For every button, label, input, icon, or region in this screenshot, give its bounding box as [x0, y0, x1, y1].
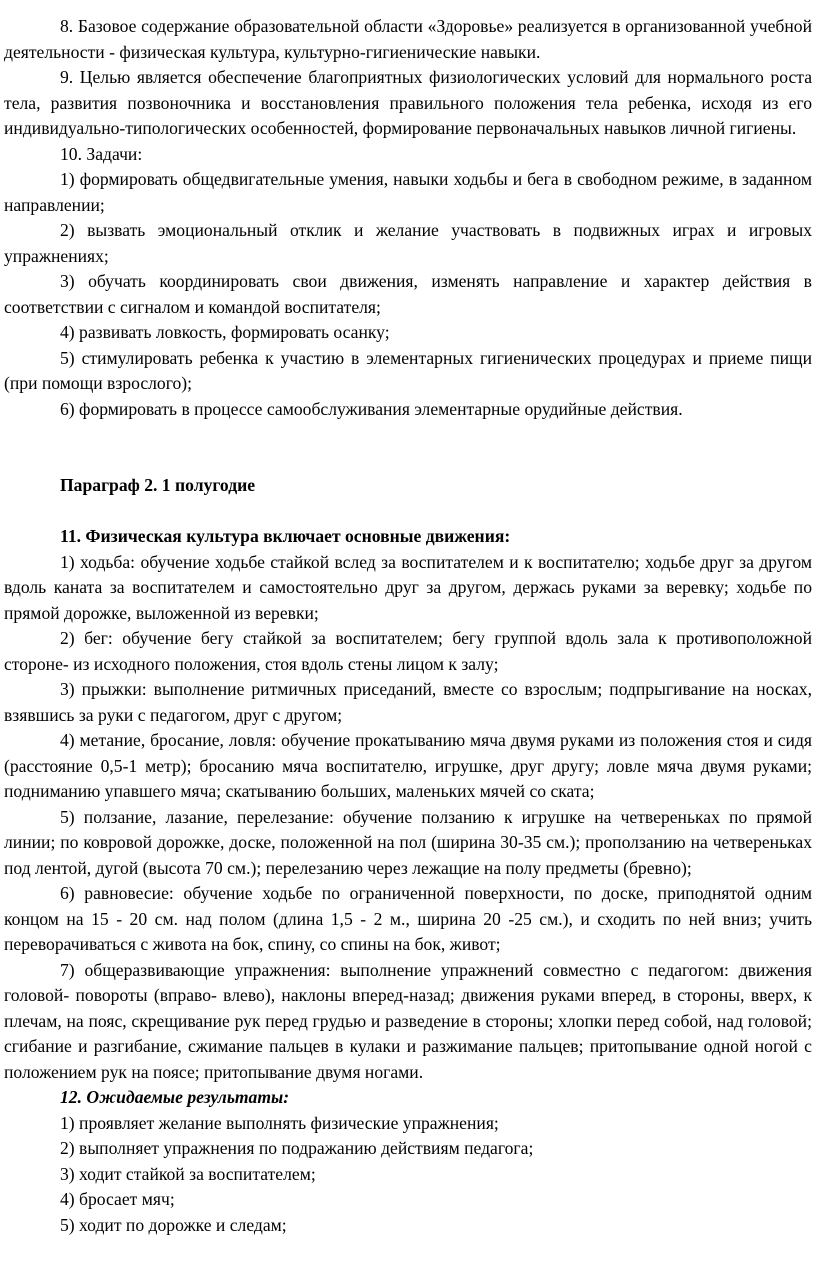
task-item-5: 5) стимулировать ребенка к участию в элементарных гигиенических процедурах и приеме пищи (при помощи взрослого);	[4, 347, 812, 393]
blank-line	[4, 422, 812, 448]
paragraph-9: 9. Целью является обеспечение благоприятных физиологических условий для нормального роста тела, развития позвоночника и восстановления правильного положения тела ребенка, исходя из его индивидуально-типологических особенностей, формирование первоначальных навыков личной гигиены.	[4, 67, 812, 138]
section-heading: Параграф 2. 1 полугодие	[60, 475, 256, 495]
blank-line	[4, 448, 812, 474]
results-heading: 12. Ожидаемые результаты:	[60, 1087, 290, 1107]
movement-item-4: 4) метание, бросание, ловля: обучение прокатыванию мяча двумя руками из положения стоя и сидя (расстояние 0,5-1 метр); бросанию мяча воспитателю, игрушке, друг другу; ловле мяча двумя руками; подниманию упавшего мяча; скатыванию больших, маленьких мячей со ската;	[4, 730, 812, 801]
movement-item-5: 5) ползание, лазание, перелезание: обучение ползанию к игрушке на четвереньках по прямой линии; по ковровой дорожке, доске, положенной на пол (ширина 30-35 см.); проползанию на четвереньках под лентой, дугой (высота 70 см.); перелезанию через лежащие на полу предметы (бревно);	[4, 806, 812, 878]
result-item-3: 3) ходит стайкой за воспитателем;	[60, 1163, 316, 1184]
paragraph-8: 8. Базовое содержание образовательной области «Здоровье» реализуется в организованной учебной деятельности - физическая культура, культурно-гигиенические навыки.	[4, 16, 812, 62]
movement-item-2: 2) бег: обучение бегу стайкой за воспитателем; бегу группой вдоль зала к противоположной стороне- из исходного положения, стоя вдоль стены лицом к залу;	[4, 628, 812, 674]
result-item-1: 1) проявляет желание выполнять физические упражнения;	[60, 1112, 499, 1133]
movement-item-6: 6) равновесие: обучение ходьбе по ограниченной поверхности, по доске, приподнятой одним концом на 15 - 20 см. над полом (длина 1,5 - 2 м., ширина 20 -25 см.), и сходить по ней вниз; учить переворачиваться с живота на бок, спину, со спины на бок, живот;	[4, 883, 812, 954]
subsection-heading: 11. Физическая культура включает основные движения:	[60, 526, 511, 546]
result-item-4: 4) бросает мяч;	[60, 1189, 175, 1209]
movement-item-3: 3) прыжки: выполнение ритмичных приседаний, вместе со взрослым; подпрыгивание на носках, взявшись за руки с педагогом, друг с другом;	[4, 679, 812, 725]
task-item-2: 2) вызвать эмоциональный отклик и желание участвовать в подвижных играх и игровых упражнениях;	[4, 220, 812, 266]
movement-item-1: 1) ходьба: обучение ходьбе стайкой вслед за воспитателем и к воспитателю; ходьбе друг за другом вдоль каната за воспитателем и самостоятельно друг за другом, держась руками за веревку; ходьбе по прямой дорожке, выложенной из веревки;	[4, 551, 812, 623]
task-item-6: 6) формировать в процессе самообслуживания элементарные орудийные действия.	[60, 398, 683, 419]
blank-line	[4, 499, 812, 525]
result-item-2: 2) выполняет упражнения по подражанию действиям педагога;	[60, 1138, 534, 1158]
task-item-1: 1) формировать общедвигательные умения, навыки ходьбы и бега в свободном режиме, в заданном направлении;	[4, 169, 812, 215]
tasks-label: 10. Задачи:	[60, 143, 143, 164]
movement-item-7: 7) общеразвивающие упражнения: выполнение упражнений совместно с педагогом: движения головой- повороты (вправо- влево), наклоны вперед-назад; движения руками вперед, в стороны, вверх, к плечам, на пояс, скрещивание рук перед грудью и разведение в стороны; хлопки перед собой, над головой; сгибание и разгибание, сжимание пальцев в кулаки и разжимание пальцев; притопывание одной ногой с положением рук на поясе; притопывание двумя ногами.	[4, 959, 812, 1082]
result-item-5: 5) ходит по дорожке и следам;	[60, 1214, 287, 1235]
task-item-4: 4) развивать ловкость, формировать осанку;	[60, 322, 390, 342]
task-item-3: 3) обучать координировать свои движения, изменять направление и характер действия в соответствии с сигналом и командой воспитателя;	[4, 271, 812, 317]
